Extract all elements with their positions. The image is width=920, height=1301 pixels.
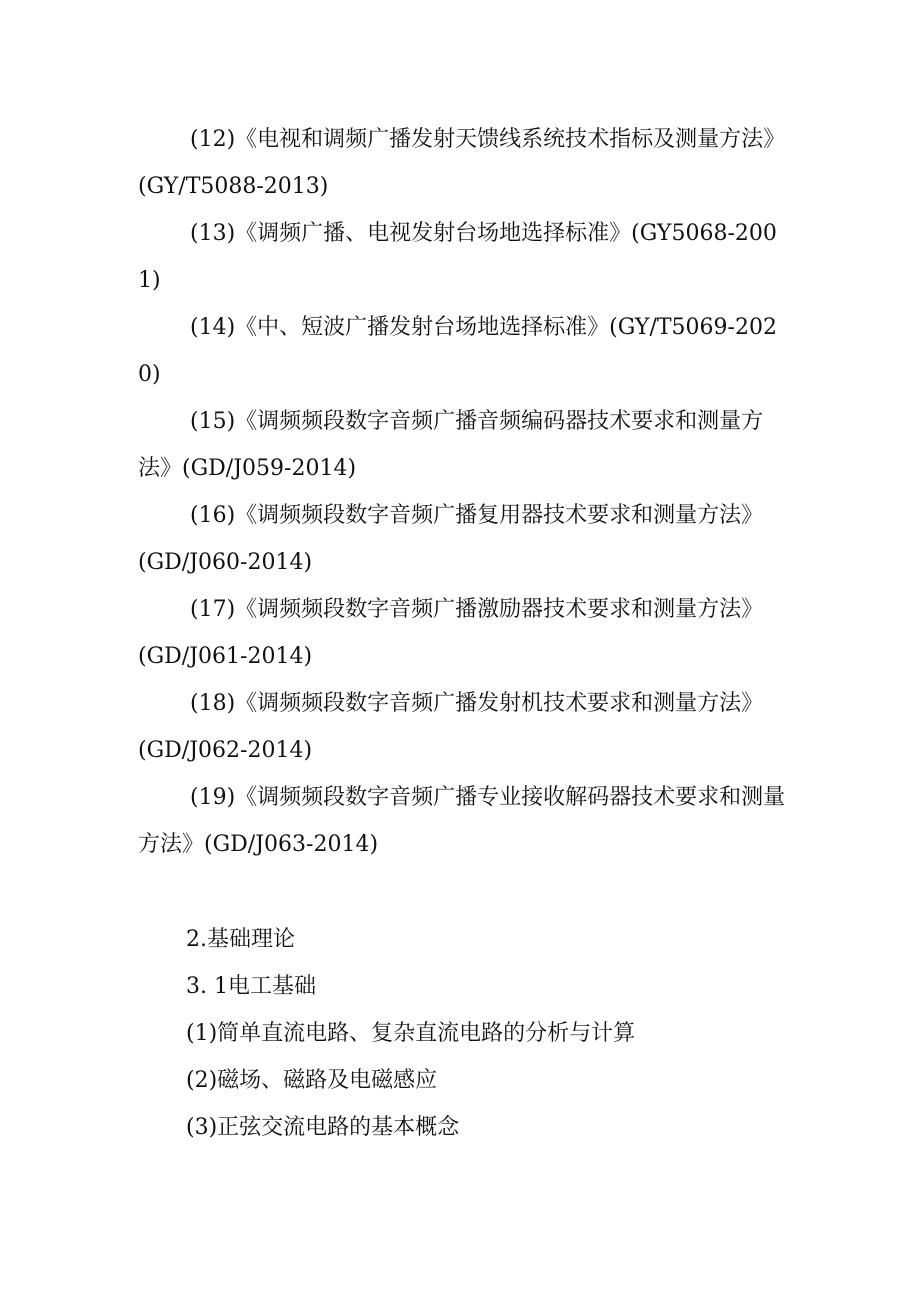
reference-item-19: (19)《调频频段数字音频广播专业接收解码器技术要求和测量方法》(GD/J063-2014)	[138, 785, 786, 857]
reference-item-15: (15)《调频频段数字音频广播音频编码器技术要求和测量方法》(GD/J059-2014)	[138, 409, 764, 481]
reference-item-16: (16)《调频频段数字音频广播复用器技术要求和测量方法》(GD/J060-2014)	[138, 503, 764, 575]
topic-item-3: (3)正弦交流电路的基本概念	[186, 1115, 460, 1140]
reference-item-12: (12)《电视和调频广播发射天馈线系统技术指标及测量方法》(GY/T5088-2013)	[138, 127, 786, 199]
topic-item-2: (2)磁场、磁路及电磁感应	[186, 1068, 438, 1093]
reference-item-17: (17)《调频频段数字音频广播激励器技术要求和测量方法》(GD/J061-2014)	[138, 597, 764, 669]
topic-item-1: (1)简单直流电路、复杂直流电路的分析与计算	[186, 1021, 636, 1046]
reference-item-18: (18)《调频频段数字音频广播发射机技术要求和测量方法》(GD/J062-2014)	[138, 691, 764, 763]
section-subheading: 3. 1电工基础	[186, 974, 316, 999]
standards-reference-list	[138, 116, 788, 868]
reference-item-13: (13)《调频广播、电视发射台场地选择标准》(GY5068-2001)	[138, 221, 777, 293]
reference-item-14: (14)《中、短波广播发射台场地选择标准》(GY/T5069-2020)	[138, 315, 777, 387]
basic-theory-section	[186, 916, 806, 1151]
section-heading: 2.基础理论	[186, 927, 295, 952]
